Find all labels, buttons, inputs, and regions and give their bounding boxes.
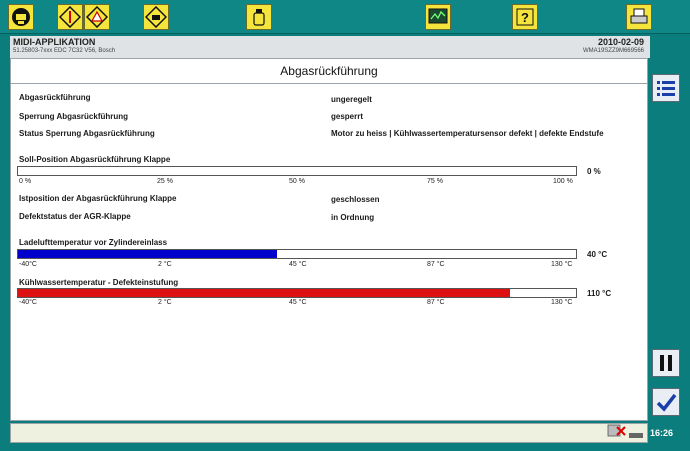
home-button[interactable] (8, 4, 34, 30)
pause-button[interactable] (652, 349, 680, 377)
tick-label: 130 °C (551, 261, 573, 268)
bar-fill (18, 250, 277, 258)
svg-text:?: ? (521, 10, 529, 25)
status-bar (10, 423, 648, 443)
row-value: gesperrt (331, 112, 364, 121)
print-button[interactable] (626, 4, 652, 30)
tick-label: 2 °C (158, 299, 172, 306)
diagnosis-icon (59, 6, 81, 28)
main-toolbar (0, 0, 690, 34)
help-button[interactable] (512, 4, 538, 30)
diagnosis-button[interactable] (57, 4, 83, 30)
row-value: in Ordnung (331, 213, 375, 222)
bar-value: 110 °C (587, 289, 612, 298)
home-icon (10, 6, 32, 28)
tick-label: 25 % (157, 178, 173, 185)
ecu-subtitle: 51.25803-7xxx EDC 7C32 V56, Bosch (13, 48, 116, 54)
bar-label: Kühlwassertemperatur - Defekteinstufung (19, 278, 179, 287)
row-label: Abgasrückführung (19, 93, 91, 102)
tick-label: 100 % (553, 178, 573, 185)
help-icon (514, 6, 536, 28)
list-button[interactable] (652, 74, 680, 102)
tick-label: 45 °C (289, 299, 307, 306)
page-title: Abgasrückführung (11, 59, 647, 84)
connection-status (605, 421, 645, 443)
confirm-button[interactable] (652, 388, 680, 416)
adaptation-button[interactable] (246, 4, 272, 30)
bar-label: Soll-Position Abgasrückführung Klappe (19, 155, 171, 164)
date-label: 2010-02-09 (597, 37, 644, 47)
tick-label: -40°C (19, 299, 37, 306)
vehicle-info-bar (10, 36, 650, 58)
measurement-button[interactable] (425, 4, 451, 30)
row-label: Defektstatus der AGR-Klappe (19, 212, 131, 221)
tick-label: 2 °C (158, 261, 172, 268)
clock: 16:26 (650, 428, 674, 438)
service-icon (145, 6, 167, 28)
row-value: Motor zu heiss | Kühlwassertemperatursensor defekt | defekte Endstufe (331, 129, 604, 138)
row-value: geschlossen (331, 195, 380, 204)
tick-label: 0 % (19, 178, 32, 185)
bar-fill (18, 289, 510, 297)
tick-label: 87 °C (427, 261, 445, 268)
printer-icon (628, 6, 650, 28)
tick-label: 130 °C (551, 299, 573, 306)
bar-label: Ladelufttemperatur vor Zylindereinlass (19, 238, 168, 247)
row-label: Sperrung Abgasrückführung (19, 112, 129, 121)
service-button[interactable] (143, 4, 169, 30)
bar-value: 0 % (587, 167, 601, 176)
app-title: MIDI-APPLIKATION (13, 37, 96, 47)
position-bar (17, 166, 577, 176)
row-label: Status Sperrung Abgasrückführung (19, 129, 155, 138)
bottle-icon (248, 6, 270, 28)
connection-icon (605, 421, 645, 443)
fault-memory-button[interactable] (84, 4, 110, 30)
bar-value: 40 °C (587, 250, 608, 259)
check-icon (655, 391, 677, 413)
main-panel (10, 58, 648, 421)
row-value: ungeregelt (331, 95, 372, 104)
list-icon (655, 77, 677, 99)
pause-icon (655, 352, 677, 374)
row-label: Istposition der Abgasrückführung Klappe (19, 194, 177, 203)
tick-label: -40°C (19, 261, 37, 268)
vin-label: WMA19SZZ9M669566 (582, 48, 644, 54)
monitor-icon (427, 6, 449, 28)
tick-label: 50 % (289, 178, 305, 185)
coolant-bar (17, 288, 577, 298)
tick-label: 75 % (427, 178, 443, 185)
temperature-bar (17, 249, 577, 259)
tick-label: 45 °C (289, 261, 307, 268)
tick-label: 87 °C (427, 299, 445, 306)
fault-icon (86, 6, 108, 28)
